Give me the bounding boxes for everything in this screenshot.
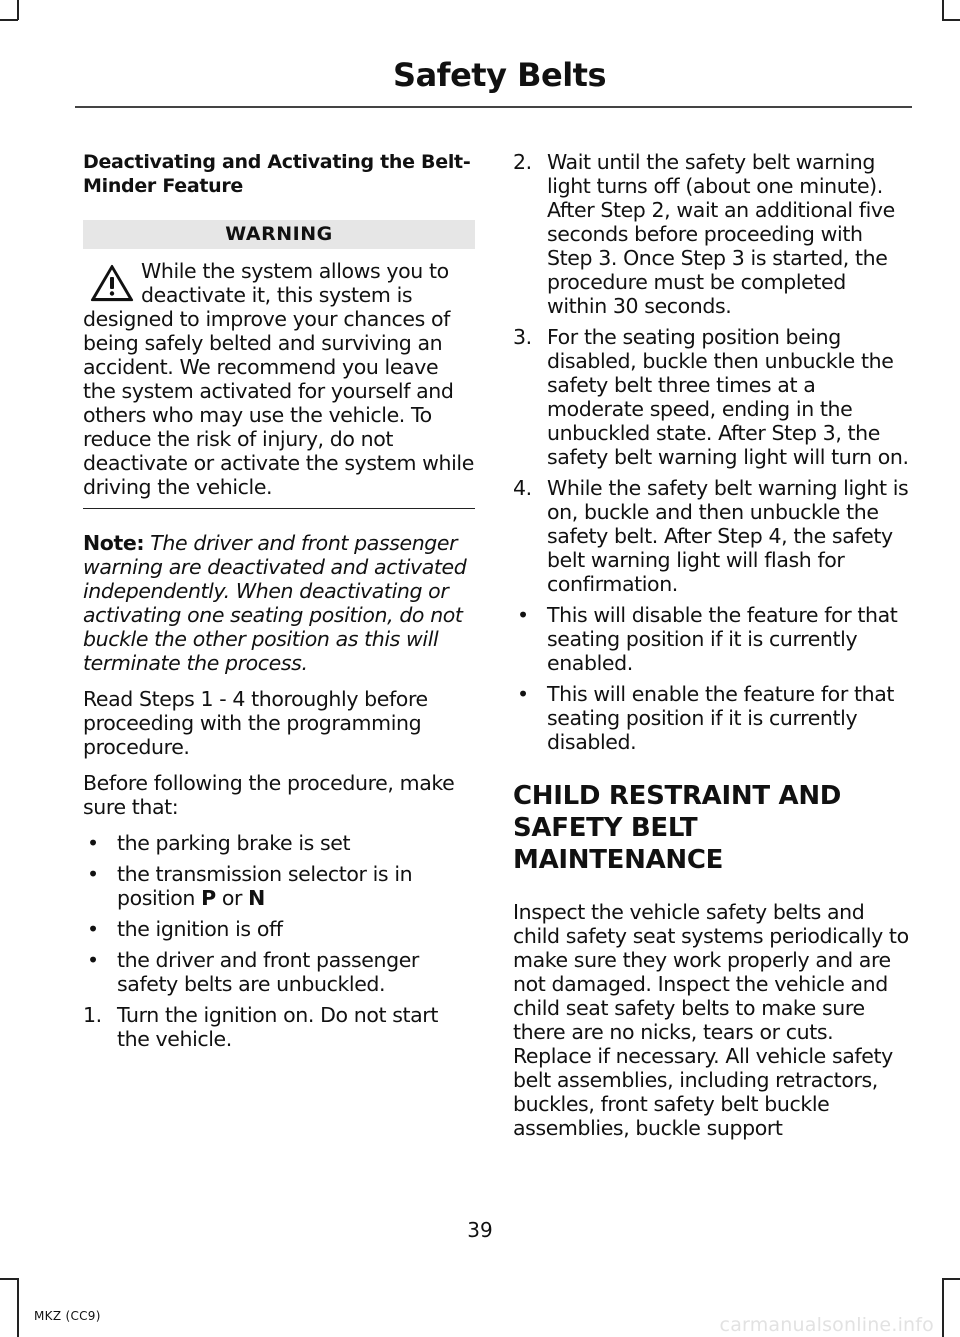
section-subheading: Deactivating and Activating the Belt-Minder Feature — [83, 151, 471, 197]
step-text: While the safety belt warning light is on, buckle and then unbuckle the safety belt. After Step 4, the safety belt warning light will flash for confirmation. — [547, 476, 909, 596]
list-item-text: the parking brake is set — [117, 831, 351, 855]
warning-text: While the system allows you to deactivate it, this system is designed to improve your chances of being safely belted and surviving an accident. We recommend you leave the system activated for yourself and others who may use the vehicle. To reduce the risk of injury, do not deactivate or activate the system while driving the vehicle. — [83, 259, 474, 499]
warning-body — [83, 259, 475, 499]
section-heading-line: SAFETY BELT — [513, 813, 698, 843]
list-item-text: This will enable the feature for that seating position if it is currently disabled. — [547, 682, 895, 754]
section-heading — [513, 780, 909, 876]
list-item — [83, 917, 475, 941]
list-item — [83, 831, 475, 855]
step-list — [513, 150, 909, 596]
crop-mark — [17, 1278, 19, 1337]
list-item-text: the driver and front passenger safety belts are unbuckled. — [117, 948, 419, 996]
crop-mark — [942, 1278, 944, 1337]
page-title: Safety Belts — [393, 56, 606, 94]
bullet-mark: • — [517, 603, 529, 627]
maintenance-paragraph: Inspect the vehicle safety belts and child safety seat systems periodically to make sure they work properly and are not damaged. Inspect the vehicle and child seat safety belts to make sure there are no nicks, tears or cuts. Replace if necessary. All vehicle safety belt assemblies, including retractors, buckles, front safety belt buckle assemblies, buckle support — [513, 900, 909, 1140]
gear-p-label: P — [201, 886, 216, 910]
list-item — [513, 603, 909, 675]
bullet-mark: • — [87, 831, 99, 855]
warning-triangle-icon — [89, 263, 135, 303]
bullet-list — [513, 603, 909, 754]
list-item — [513, 682, 909, 754]
step-list — [83, 1003, 475, 1051]
paragraph: Before following the procedure, make sure that: — [83, 771, 455, 819]
note-label: Note: — [83, 531, 145, 555]
gear-n-label: N — [248, 886, 265, 910]
list-item-text: This will disable the feature for that seating position if it is currently enabled. — [547, 603, 898, 675]
crop-mark — [0, 19, 18, 21]
section-heading-line: CHILD RESTRAINT AND — [513, 781, 842, 811]
warning-box — [83, 220, 475, 509]
header-rule — [75, 106, 912, 108]
note-text: The driver and front passenger warning are deactivated and activated independently. When deactivating or activating one seating position, do not buckle the other position as this will terminate the process. — [83, 531, 467, 675]
warning-title: WARNING — [83, 220, 475, 249]
crop-mark — [942, 19, 960, 21]
step-number: 4. — [513, 476, 532, 500]
step-item — [83, 1003, 475, 1051]
list-item — [83, 862, 475, 910]
list-item — [83, 948, 475, 996]
step-text: For the seating position being disabled, buckle then unbuckle the safety belt three times at a moderate speed, ending in the unbuckled state. After Step 3, the safety belt warning light will turn on. — [547, 325, 909, 469]
step-number: 1. — [83, 1003, 102, 1027]
left-column — [83, 150, 475, 1058]
crop-mark — [17, 0, 19, 20]
list-item-text: the transmission selector is in position — [117, 862, 413, 910]
bullet-mark: • — [87, 948, 99, 972]
crop-mark — [942, 0, 944, 20]
step-text: Wait until the safety belt warning light turns off (about one minute). After Step 2, wait an additional five seconds before proceeding with Step 3. Once Step 3 is started, the procedure must be completed within 30 seconds. — [547, 150, 895, 318]
paragraph: Read Steps 1 - 4 thoroughly before proceeding with the programming procedure. — [83, 687, 428, 759]
crop-mark — [0, 1278, 18, 1280]
watermark: carmanualsonline.info — [719, 1314, 934, 1336]
page-number: 39 — [467, 1218, 493, 1242]
step-number: 2. — [513, 150, 532, 174]
section-heading-line: MAINTENANCE — [513, 845, 724, 875]
bullet-mark: • — [517, 682, 529, 706]
note — [83, 531, 475, 675]
step-item — [513, 476, 909, 596]
crop-mark — [942, 1278, 960, 1280]
step-number: 3. — [513, 325, 532, 349]
step-text: Turn the ignition on. Do not start the vehicle. — [117, 1003, 438, 1051]
list-item-text: or — [215, 886, 249, 910]
step-item — [513, 150, 909, 318]
step-item — [513, 325, 909, 469]
bullet-mark: • — [87, 917, 99, 941]
footer-model: MKZ (CC9) — [34, 1309, 101, 1323]
bullet-list — [83, 831, 475, 996]
list-item-text: the ignition is off — [117, 917, 283, 941]
right-column — [513, 150, 909, 1140]
bullet-mark: • — [87, 862, 99, 886]
